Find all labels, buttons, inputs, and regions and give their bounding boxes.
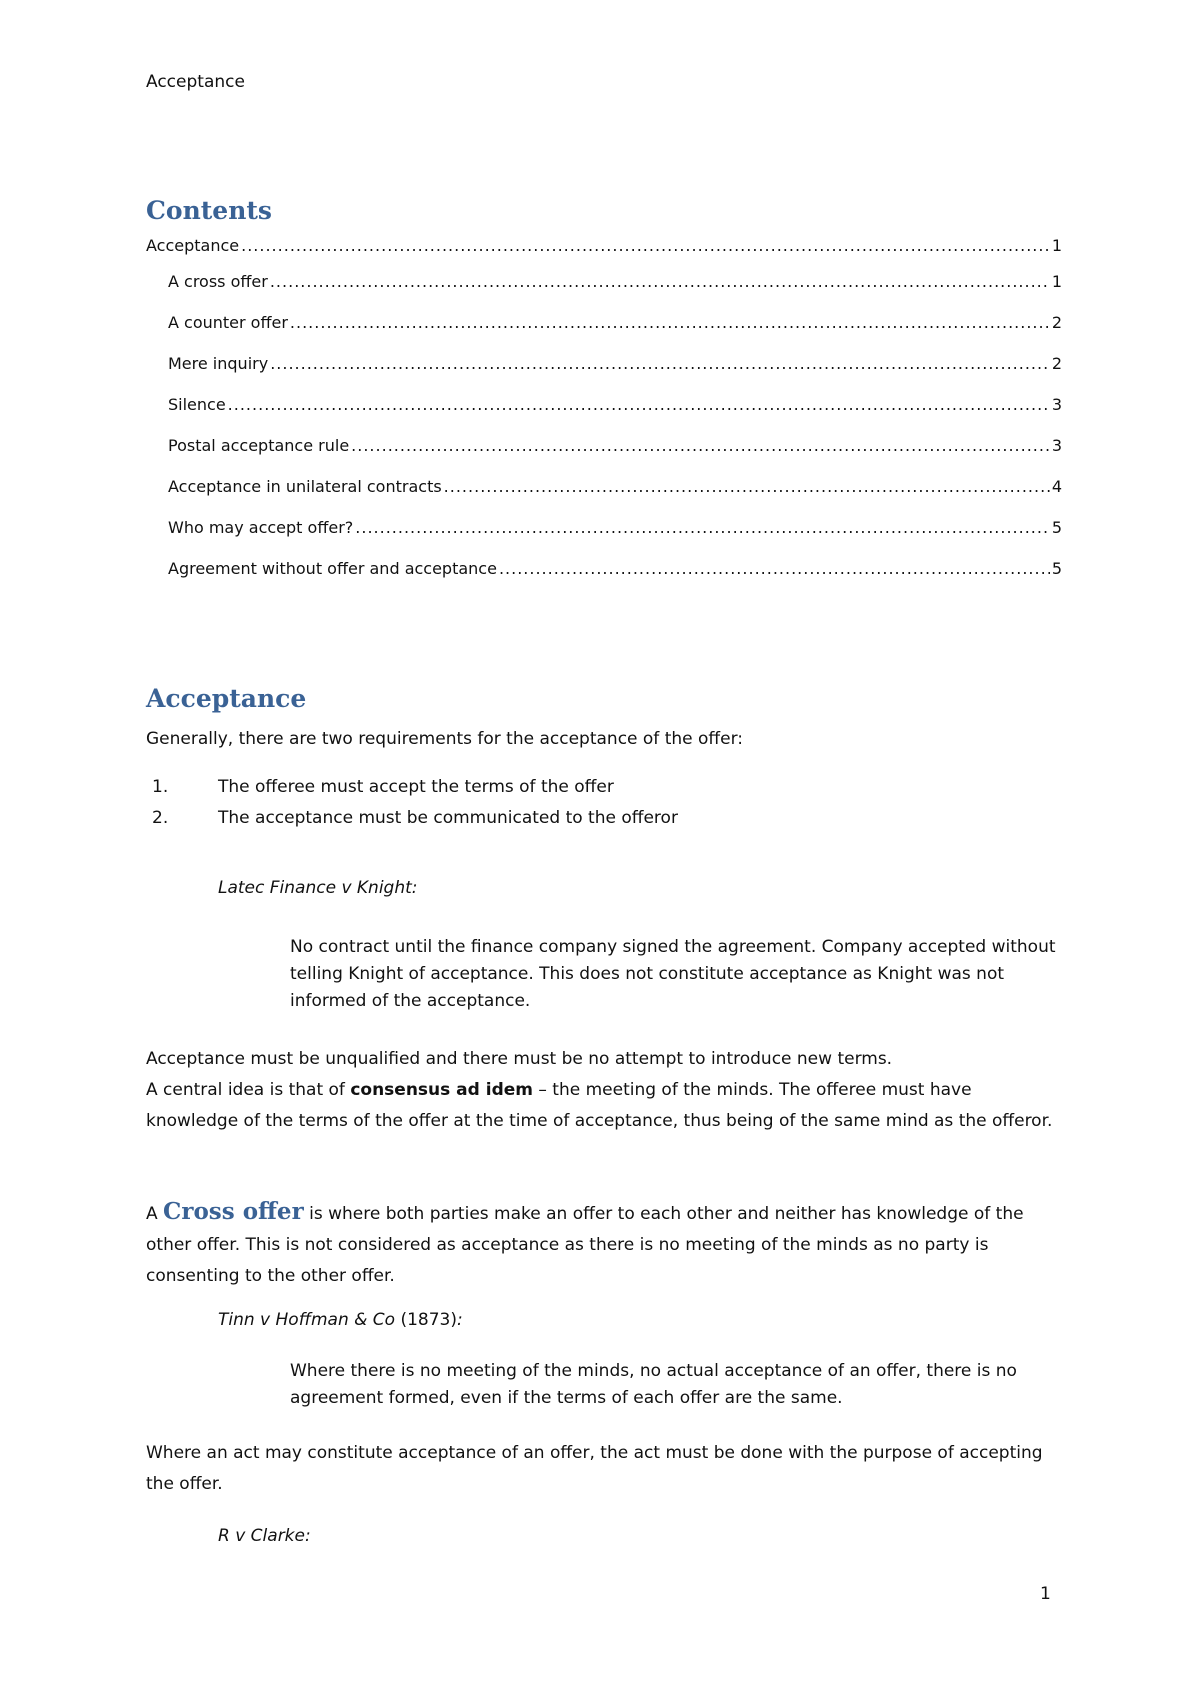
toc-entry-page: 5: [1051, 559, 1062, 578]
toc-entry-label: A cross offer: [168, 272, 268, 291]
toc-entry-label: Mere inquiry: [168, 354, 269, 373]
toc-entry-page: 4: [1051, 477, 1062, 496]
paragraph-text: A central idea is that of: [146, 1080, 351, 1100]
toc-entry-label: A counter offer: [168, 313, 288, 332]
list-item: [146, 772, 678, 803]
paragraph-text: – the meeting of the minds. The offeree must have knowledge of the terms of the offer at the time of acceptance, thus being of the same mind as the offeror.: [146, 1080, 1053, 1131]
list-item: [146, 803, 678, 834]
toc-dot-leader: [241, 236, 1050, 255]
body-paragraph: Where an act may constitute acceptance of an offer, the act must be done with the purpose of accepting the offer.: [146, 1443, 1043, 1494]
toc-dot-leader: [270, 272, 1050, 291]
toc-dot-leader: [351, 436, 1050, 455]
intro-paragraph: Generally, there are two requirements for the acceptance of the offer:: [146, 729, 743, 749]
table-of-contents: [146, 236, 1062, 600]
toc-entry[interactable]: [146, 477, 1062, 518]
toc-entry[interactable]: [146, 313, 1062, 354]
toc-entry[interactable]: [146, 236, 1062, 272]
toc-dot-leader: [444, 477, 1050, 496]
case-title: [218, 1310, 463, 1330]
toc-entry-page: 1: [1051, 272, 1062, 291]
case-colon: :: [457, 1310, 463, 1330]
paragraph-text: is where both parties make an offer to each other and neither has knowledge of the other offer. This is not considered as acceptance as there is no meeting of the minds as no party is consenting to the other offer.: [146, 1204, 1024, 1286]
toc-entry-label: Agreement without offer and acceptance: [168, 559, 497, 578]
toc-entry-label: Acceptance: [146, 236, 240, 255]
case-title: Latec Finance v Knight:: [218, 878, 418, 898]
toc-entry-page: 3: [1051, 436, 1062, 455]
toc-dot-leader: [499, 559, 1050, 578]
toc-entry-page: 1: [1051, 236, 1062, 255]
toc-entry[interactable]: [146, 436, 1062, 477]
list-number: 1.: [152, 777, 169, 797]
toc-entry-label: Acceptance in unilateral contracts: [168, 477, 442, 496]
body-paragraph: Acceptance must be unqualified and there must be no attempt to introduce new terms.: [146, 1049, 893, 1069]
toc-entry-label: Who may accept offer?: [168, 518, 354, 537]
section-heading: Acceptance: [146, 684, 307, 713]
toc-dot-leader: [290, 313, 1050, 332]
toc-entry[interactable]: [146, 395, 1062, 436]
case-title: R v Clarke:: [218, 1526, 311, 1546]
toc-entry[interactable]: [146, 559, 1062, 600]
cross-offer-paragraph: [146, 1196, 1066, 1292]
requirements-list: [146, 772, 678, 834]
paragraph-text: A: [146, 1204, 164, 1224]
inline-heading: Cross offer: [163, 1198, 304, 1225]
toc-entry-page: 2: [1051, 354, 1062, 373]
bold-term: consensus ad idem: [350, 1080, 533, 1100]
case-name: Tinn v Hoffman & Co: [218, 1310, 396, 1330]
case-year: (1873): [395, 1310, 458, 1330]
running-header: Acceptance: [146, 72, 245, 92]
toc-entry-label: Silence: [168, 395, 226, 414]
consensus-paragraph: [146, 1075, 1066, 1137]
toc-dot-leader: [355, 518, 1050, 537]
toc-entry[interactable]: [146, 518, 1062, 559]
toc-entry-label: Postal acceptance rule: [168, 436, 350, 455]
toc-entry[interactable]: [146, 354, 1062, 395]
contents-heading: Contents: [146, 196, 273, 225]
case-summary: No contract until the finance company signed the agreement. Company accepted without telling Knight of acceptance. This does not constitute acceptance as Knight was not informed of the acceptance.: [290, 937, 1056, 1011]
toc-entry-page: 5: [1051, 518, 1062, 537]
toc-dot-leader: [228, 395, 1050, 414]
toc-entry-page: 2: [1051, 313, 1062, 332]
toc-entry-page: 3: [1051, 395, 1062, 414]
list-number: 2.: [152, 808, 169, 828]
list-text: The acceptance must be communicated to the offeror: [218, 808, 678, 828]
toc-entry[interactable]: [146, 272, 1062, 313]
list-text: The offeree must accept the terms of the offer: [218, 777, 614, 797]
page-number: 1: [1040, 1584, 1051, 1604]
case-summary: Where there is no meeting of the minds, no actual acceptance of an offer, there is no agreement formed, even if the terms of each offer are the same.: [290, 1361, 1017, 1408]
toc-dot-leader: [270, 354, 1050, 373]
